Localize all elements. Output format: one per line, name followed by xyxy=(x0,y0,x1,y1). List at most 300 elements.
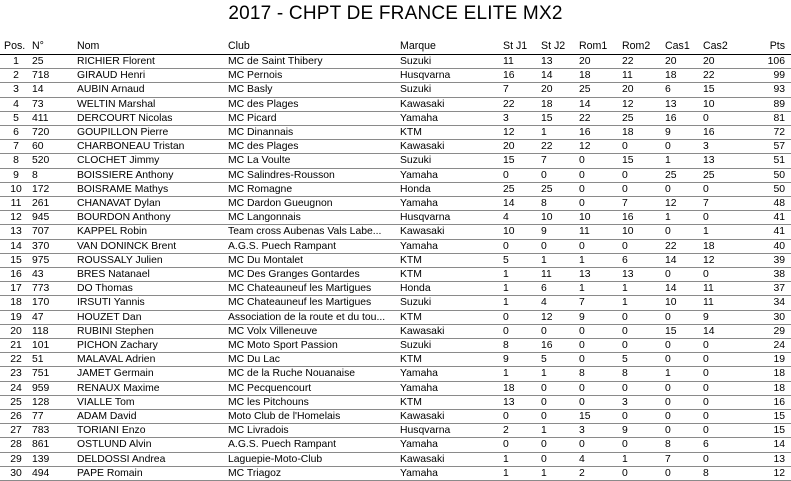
cell-pos: 10 xyxy=(10,183,22,195)
cell-rom1: 8 xyxy=(579,368,585,380)
cell-pts: 18 xyxy=(773,382,785,394)
cell-club: MC Salindres-Rousson xyxy=(228,169,335,181)
table-row xyxy=(0,339,791,353)
cell-rom1: 9 xyxy=(579,311,585,323)
cell-num: 861 xyxy=(32,439,50,451)
cell-pts: 38 xyxy=(773,269,785,281)
cell-cas1: 20 xyxy=(665,56,677,67)
cell-rom2: 22 xyxy=(622,56,634,67)
cell-cas1: 0 xyxy=(665,183,671,195)
cell-pts: 29 xyxy=(773,325,785,337)
cell-nom: RUBINI Stephen xyxy=(77,325,154,337)
cell-cas1: 14 xyxy=(665,254,677,266)
cell-marque: Kawasaki xyxy=(400,411,445,423)
cell-nom: VAN DONINCK Brent xyxy=(77,240,177,252)
cell-cas2: 0 xyxy=(703,212,709,224)
cell-num: 975 xyxy=(32,254,50,266)
cell-club: MC Dardon Gueugnon xyxy=(228,198,333,210)
cell-cas1: 7 xyxy=(665,453,671,465)
cell-num: 718 xyxy=(32,70,50,82)
cell-rom1: 16 xyxy=(579,127,591,139)
cell-stj1: 0 xyxy=(503,311,509,323)
cell-nom: KAPPEL Robin xyxy=(77,226,148,238)
cell-pts: 18 xyxy=(773,368,785,380)
cell-stj1: 1 xyxy=(503,453,509,465)
cell-club: MC Pecquencourt xyxy=(228,382,312,394)
cell-pts: 19 xyxy=(773,354,785,366)
cell-pts: 48 xyxy=(773,198,785,210)
cell-rom2: 0 xyxy=(622,439,628,451)
cell-num: 707 xyxy=(32,226,50,238)
cell-pts: 41 xyxy=(773,226,785,238)
cell-nom: ROUSSALY Julien xyxy=(77,254,163,266)
table-row xyxy=(0,225,791,239)
cell-pos: 21 xyxy=(10,340,22,352)
cell-rom2: 0 xyxy=(622,141,628,153)
cell-pos: 30 xyxy=(10,467,22,479)
cell-cas1: 25 xyxy=(665,169,677,181)
cell-pts: 41 xyxy=(773,212,785,224)
table-row xyxy=(0,140,791,154)
cell-rom1: 0 xyxy=(579,340,585,352)
cell-club: MC Triagoz xyxy=(228,467,282,479)
cell-stj2: 20 xyxy=(541,84,553,96)
cell-rom2: 6 xyxy=(622,254,628,266)
cell-stj2: 15 xyxy=(541,112,553,124)
cell-pts: 39 xyxy=(773,254,785,266)
cell-num: 25 xyxy=(32,56,44,67)
cell-marque: Kawasaki xyxy=(400,141,445,153)
cell-pos: 23 xyxy=(10,368,22,380)
cell-rom1: 3 xyxy=(579,425,585,437)
table-row xyxy=(0,69,791,83)
cell-pts: 34 xyxy=(773,297,785,309)
cell-marque: Honda xyxy=(400,283,431,295)
cell-pts: 51 xyxy=(773,155,785,167)
cell-club: MC Livradois xyxy=(228,425,289,437)
cell-rom2: 0 xyxy=(622,311,628,323)
cell-cas2: 14 xyxy=(703,325,715,337)
cell-stj2: 0 xyxy=(541,382,547,394)
cell-pts: 50 xyxy=(773,169,785,181)
table-row xyxy=(0,466,791,480)
cell-pos: 16 xyxy=(10,269,22,281)
cell-rom2: 0 xyxy=(622,467,628,479)
cell-pos: 1 xyxy=(13,56,19,67)
cell-rom1: 7 xyxy=(579,297,585,309)
cell-nom: TORIANI Enzo xyxy=(77,425,146,437)
cell-cas1: 8 xyxy=(665,439,671,451)
cell-nom: IRSUTI Yannis xyxy=(77,297,145,309)
cell-stj2: 9 xyxy=(541,226,547,238)
cell-rom2: 20 xyxy=(622,84,634,96)
cell-stj1: 25 xyxy=(503,183,515,195)
cell-marque: Yamaha xyxy=(400,439,438,451)
cell-stj2: 0 xyxy=(541,325,547,337)
cell-stj1: 1 xyxy=(503,368,509,380)
cell-num: 370 xyxy=(32,240,50,252)
cell-marque: Kawasaki xyxy=(400,98,445,110)
cell-rom2: 12 xyxy=(622,98,634,110)
cell-nom: PAPE Romain xyxy=(77,467,143,479)
cell-marque: Suzuki xyxy=(400,84,432,96)
cell-rom2: 11 xyxy=(622,70,633,82)
cell-num: 118 xyxy=(32,325,49,337)
col-header-stj2: St J2 xyxy=(541,38,579,55)
cell-cas1: 16 xyxy=(665,112,677,124)
cell-rom1: 11 xyxy=(579,226,590,238)
cell-marque: KTM xyxy=(400,354,422,366)
cell-pos: 8 xyxy=(13,155,19,167)
cell-rom2: 18 xyxy=(622,127,634,139)
cell-rom1: 0 xyxy=(579,325,585,337)
cell-rom2: 16 xyxy=(622,212,634,224)
cell-num: 43 xyxy=(32,269,44,281)
cell-cas2: 1 xyxy=(703,226,709,238)
cell-pos: 15 xyxy=(10,254,22,266)
cell-pts: 72 xyxy=(773,127,785,139)
cell-num: 783 xyxy=(32,425,50,437)
table-header-row xyxy=(0,38,791,55)
cell-pts: 50 xyxy=(773,183,785,195)
cell-marque: Suzuki xyxy=(400,297,432,309)
cell-cas2: 13 xyxy=(703,155,715,167)
cell-pos: 11 xyxy=(10,198,22,210)
cell-pos: 5 xyxy=(13,112,19,124)
cell-cas1: 0 xyxy=(665,411,671,423)
cell-rom1: 0 xyxy=(579,169,585,181)
cell-num: 14 xyxy=(32,84,44,96)
cell-cas1: 0 xyxy=(665,425,671,437)
cell-rom1: 0 xyxy=(579,439,585,451)
cell-stj1: 22 xyxy=(503,98,515,110)
cell-cas1: 1 xyxy=(665,368,671,380)
page-title: 2017 - CHPT DE FRANCE ELITE MX2 xyxy=(228,3,563,24)
cell-nom: RENAUX Maxime xyxy=(77,382,160,394)
cell-nom: GIRAUD Henri xyxy=(77,70,146,82)
cell-marque: KTM xyxy=(400,311,422,323)
cell-num: 73 xyxy=(32,98,44,110)
cell-cas1: 14 xyxy=(665,283,677,295)
cell-pts: 24 xyxy=(773,340,785,352)
cell-club: MC Picard xyxy=(228,112,277,124)
cell-pts: 57 xyxy=(773,141,785,153)
cell-cas2: 12 xyxy=(703,254,715,266)
cell-num: 101 xyxy=(32,340,50,352)
cell-club: MC Des Granges Gontardes xyxy=(228,269,360,281)
cell-club: MC des Plages xyxy=(228,98,299,110)
cell-num: 170 xyxy=(32,297,50,309)
cell-stj2: 0 xyxy=(541,396,547,408)
cell-marque: Yamaha xyxy=(400,382,438,394)
cell-marque: Suzuki xyxy=(400,56,432,67)
col-header-cas2: Cas2 xyxy=(703,38,740,55)
cell-stj1: 0 xyxy=(503,240,509,252)
cell-stj2: 1 xyxy=(541,254,547,266)
table-row xyxy=(0,83,791,97)
cell-cas2: 22 xyxy=(703,70,715,82)
cell-stj1: 18 xyxy=(503,382,515,394)
cell-cas2: 0 xyxy=(703,112,709,124)
cell-club: MC des Plages xyxy=(228,141,299,153)
cell-rom2: 0 xyxy=(622,325,628,337)
cell-rom1: 0 xyxy=(579,155,585,167)
cell-marque: Kawasaki xyxy=(400,226,445,238)
cell-cas2: 25 xyxy=(703,169,715,181)
cell-club: Team cross Aubenas Vals Labe... xyxy=(228,226,382,238)
cell-pos: 19 xyxy=(10,311,22,323)
cell-stj1: 16 xyxy=(503,70,515,82)
col-header-stj1: St J1 xyxy=(503,38,541,55)
cell-nom: BOISSIERE Anthony xyxy=(77,169,174,181)
cell-pos: 13 xyxy=(10,226,22,238)
cell-stj1: 2 xyxy=(503,425,509,437)
table-row xyxy=(0,353,791,367)
table-row xyxy=(0,282,791,296)
cell-stj1: 10 xyxy=(503,226,515,238)
cell-rom2: 10 xyxy=(622,226,634,238)
cell-cas2: 20 xyxy=(703,56,715,67)
cell-nom: AUBIN Arnaud xyxy=(77,84,145,96)
cell-cas1: 9 xyxy=(665,127,671,139)
cell-num: 128 xyxy=(32,396,50,408)
cell-rom2: 13 xyxy=(622,269,634,281)
cell-stj1: 1 xyxy=(503,283,509,295)
cell-cas2: 0 xyxy=(703,425,709,437)
table-row xyxy=(0,197,791,211)
cell-cas1: 0 xyxy=(665,311,671,323)
cell-nom: BOURDON Anthony xyxy=(77,212,171,224)
table-row xyxy=(0,55,791,69)
cell-cas2: 0 xyxy=(703,269,709,281)
cell-club: Moto Club de l'Homelais xyxy=(228,411,341,423)
cell-nom: BOISRAME Mathys xyxy=(77,183,169,195)
cell-stj2: 22 xyxy=(541,141,553,153)
cell-pts: 106 xyxy=(767,56,785,67)
cell-pos: 26 xyxy=(10,411,22,423)
cell-rom1: 22 xyxy=(579,112,591,124)
cell-rom2: 25 xyxy=(622,112,634,124)
cell-stj2: 1 xyxy=(541,127,547,139)
cell-num: 139 xyxy=(32,453,50,465)
cell-pos: 17 xyxy=(10,283,22,295)
cell-cas1: 0 xyxy=(665,382,671,394)
cell-cas1: 10 xyxy=(665,297,677,309)
cell-num: 959 xyxy=(32,382,50,394)
cell-marque: Suzuki xyxy=(400,340,432,352)
cell-marque: Honda xyxy=(400,183,431,195)
cell-rom2: 1 xyxy=(622,453,628,465)
cell-pos: 4 xyxy=(13,98,19,110)
cell-nom: DO Thomas xyxy=(77,283,133,295)
cell-cas2: 18 xyxy=(703,240,715,252)
table-row xyxy=(0,126,791,140)
cell-stj1: 14 xyxy=(503,198,515,210)
cell-rom2: 15 xyxy=(622,155,634,167)
table-row xyxy=(0,154,791,168)
table-row xyxy=(0,452,791,466)
cell-nom: CHANAVAT Dylan xyxy=(77,198,161,210)
cell-stj2: 5 xyxy=(541,354,547,366)
cell-cas1: 1 xyxy=(665,212,671,224)
col-header-cas1: Cas1 xyxy=(665,38,703,55)
cell-stj2: 1 xyxy=(541,467,547,479)
cell-cas1: 0 xyxy=(665,396,671,408)
cell-stj1: 4 xyxy=(503,212,509,224)
table-row xyxy=(0,182,791,196)
cell-num: 945 xyxy=(32,212,50,224)
col-header-nom: Nom xyxy=(77,38,228,55)
cell-stj2: 6 xyxy=(541,283,547,295)
table-row xyxy=(0,410,791,424)
cell-nom: DERCOURT Nicolas xyxy=(77,112,173,124)
cell-pos: 6 xyxy=(13,127,19,139)
table-row xyxy=(0,310,791,324)
cell-stj2: 14 xyxy=(541,70,553,82)
cell-marque: Yamaha xyxy=(400,169,438,181)
cell-num: 51 xyxy=(32,354,44,366)
cell-rom1: 0 xyxy=(579,396,585,408)
cell-pts: 30 xyxy=(773,311,785,323)
cell-rom2: 0 xyxy=(622,382,628,394)
cell-rom2: 0 xyxy=(622,183,628,195)
cell-club: MC Pernois xyxy=(228,70,283,82)
cell-num: 520 xyxy=(32,155,50,167)
cell-pts: 15 xyxy=(773,425,785,437)
cell-rom2: 3 xyxy=(622,396,628,408)
cell-stj2: 0 xyxy=(541,411,547,423)
cell-rom1: 13 xyxy=(579,269,591,281)
cell-club: MC Basly xyxy=(228,84,273,96)
cell-marque: Suzuki xyxy=(400,155,432,167)
cell-cas2: 11 xyxy=(703,297,714,309)
table-row xyxy=(0,239,791,253)
cell-pos: 18 xyxy=(10,297,22,309)
cell-pts: 37 xyxy=(773,283,785,295)
cell-stj1: 12 xyxy=(503,127,515,139)
cell-stj1: 3 xyxy=(503,112,509,124)
cell-pos: 25 xyxy=(10,396,22,408)
cell-stj2: 1 xyxy=(541,425,547,437)
cell-cas2: 0 xyxy=(703,382,709,394)
cell-marque: KTM xyxy=(400,269,422,281)
cell-rom1: 1 xyxy=(579,283,585,295)
cell-pts: 15 xyxy=(773,411,785,423)
cell-num: 60 xyxy=(32,141,44,153)
table-row xyxy=(0,111,791,125)
cell-stj1: 11 xyxy=(503,56,514,67)
cell-club: MC Du Lac xyxy=(228,354,280,366)
cell-cas2: 7 xyxy=(703,198,709,210)
cell-cas1: 6 xyxy=(665,84,671,96)
cell-rom1: 2 xyxy=(579,467,585,479)
cell-cas1: 0 xyxy=(665,467,671,479)
cell-club: MC Romagne xyxy=(228,183,293,195)
cell-nom: GOUPILLON Pierre xyxy=(77,127,169,139)
cell-marque: Husqvarna xyxy=(400,70,451,82)
cell-num: 77 xyxy=(32,411,44,423)
cell-cas2: 16 xyxy=(703,127,715,139)
cell-stj1: 13 xyxy=(503,396,515,408)
table-row xyxy=(0,253,791,267)
cell-num: 8 xyxy=(32,169,38,181)
cell-rom2: 0 xyxy=(622,411,628,423)
cell-nom: JAMET Germain xyxy=(77,368,154,380)
cell-cas1: 0 xyxy=(665,141,671,153)
cell-marque: Yamaha xyxy=(400,368,438,380)
cell-rom2: 9 xyxy=(622,425,628,437)
cell-rom1: 4 xyxy=(579,453,585,465)
cell-stj1: 15 xyxy=(503,155,515,167)
cell-rom1: 0 xyxy=(579,240,585,252)
cell-stj1: 7 xyxy=(503,84,509,96)
cell-stj2: 8 xyxy=(541,198,547,210)
cell-nom: HOUZET Dan xyxy=(77,311,142,323)
cell-rom2: 8 xyxy=(622,368,628,380)
cell-marque: Husqvarna xyxy=(400,425,451,437)
cell-marque: Yamaha xyxy=(400,467,438,479)
cell-cas1: 0 xyxy=(665,226,671,238)
cell-num: 172 xyxy=(32,183,50,195)
cell-stj2: 10 xyxy=(541,212,553,224)
cell-rom2: 7 xyxy=(622,198,628,210)
cell-pts: 93 xyxy=(773,84,785,96)
cell-marque: Yamaha xyxy=(400,198,438,210)
cell-stj1: 8 xyxy=(503,340,509,352)
cell-cas1: 0 xyxy=(665,354,671,366)
cell-club: MC Dinannais xyxy=(228,127,294,139)
cell-cas1: 15 xyxy=(665,325,677,337)
cell-pts: 14 xyxy=(773,439,785,451)
cell-cas2: 0 xyxy=(703,453,709,465)
cell-nom: RICHIER Florent xyxy=(77,56,155,67)
cell-stj1: 0 xyxy=(503,325,509,337)
cell-pos: 9 xyxy=(13,169,19,181)
cell-num: 751 xyxy=(32,368,50,380)
cell-stj2: 11 xyxy=(541,269,552,281)
cell-nom: ADAM David xyxy=(77,411,137,423)
table-row xyxy=(0,168,791,182)
cell-pts: 99 xyxy=(773,70,785,82)
cell-pos: 12 xyxy=(10,212,22,224)
cell-club: MC de la Ruche Nouanaise xyxy=(228,368,356,380)
cell-stj2: 7 xyxy=(541,155,547,167)
cell-marque: Kawasaki xyxy=(400,453,445,465)
cell-rom1: 0 xyxy=(579,354,585,366)
cell-pos: 7 xyxy=(13,141,19,153)
cell-club: A.G.S. Puech Rampant xyxy=(228,439,337,451)
cell-nom: CHARBONEAU Tristan xyxy=(77,141,185,153)
cell-stj2: 4 xyxy=(541,297,547,309)
cell-marque: Kawasaki xyxy=(400,325,445,337)
col-header-rom1: Rom1 xyxy=(579,38,622,55)
cell-pts: 81 xyxy=(773,112,785,124)
cell-pos: 28 xyxy=(10,439,22,451)
cell-stj1: 1 xyxy=(503,467,509,479)
cell-pts: 12 xyxy=(773,467,785,479)
cell-rom1: 12 xyxy=(579,141,591,153)
cell-rom1: 0 xyxy=(579,183,585,195)
cell-club: A.G.S. Puech Rampant xyxy=(228,240,337,252)
table-row xyxy=(0,424,791,438)
cell-marque: KTM xyxy=(400,127,422,139)
cell-cas1: 13 xyxy=(665,98,677,110)
table-row xyxy=(0,438,791,452)
cell-marque: KTM xyxy=(400,254,422,266)
cell-club: MC Chateauneuf les Martigues xyxy=(228,283,372,295)
cell-stj2: 25 xyxy=(541,183,553,195)
cell-pts: 13 xyxy=(773,453,785,465)
